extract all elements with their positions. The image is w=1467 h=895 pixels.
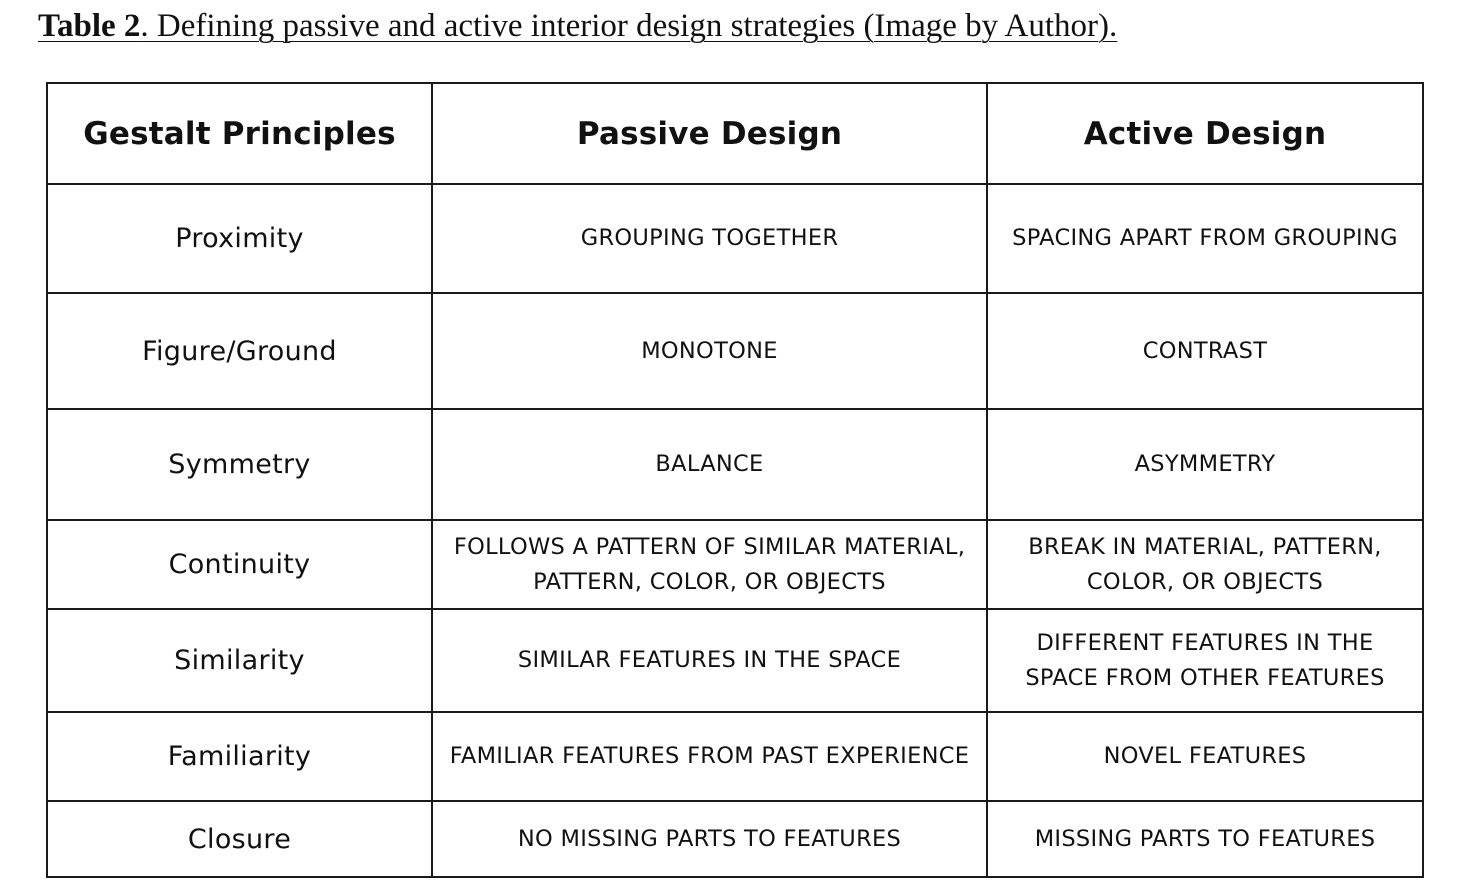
gestalt-design-table — [46, 82, 1424, 878]
principle-cell: Similarity — [47, 609, 432, 712]
passive-design-cell: FAMILIAR FEATURES FROM PAST EXPERIENCE — [432, 712, 987, 801]
active-design-cell: DIFFERENT FEATURES IN THE SPACE FROM OTHER FEATURES — [987, 609, 1423, 712]
table-row — [47, 801, 1423, 877]
active-design-cell: SPACING APART FROM GROUPING — [987, 184, 1423, 293]
table-row — [47, 293, 1423, 409]
table-row — [47, 409, 1423, 520]
principle-cell: Proximity — [47, 184, 432, 293]
table-row — [47, 520, 1423, 609]
table-header-row — [47, 83, 1423, 184]
principle-cell: Continuity — [47, 520, 432, 609]
active-design-cell: ASYMMETRY — [987, 409, 1423, 520]
header-active-design: Active Design — [987, 83, 1423, 184]
principle-cell: Closure — [47, 801, 432, 877]
passive-design-cell: FOLLOWS A PATTERN OF SIMILAR MATERIAL, PATTERN, COLOR, OR OBJECTS — [432, 520, 987, 609]
passive-design-cell: SIMILAR FEATURES IN THE SPACE — [432, 609, 987, 712]
table-row — [47, 712, 1423, 801]
table-row — [47, 184, 1423, 293]
principle-cell: Symmetry — [47, 409, 432, 520]
header-passive-design: Passive Design — [432, 83, 987, 184]
active-design-cell: CONTRAST — [987, 293, 1423, 409]
passive-design-cell: GROUPING TOGETHER — [432, 184, 987, 293]
passive-design-cell: MONOTONE — [432, 293, 987, 409]
table-row — [47, 609, 1423, 712]
active-design-cell: MISSING PARTS TO FEATURES — [987, 801, 1423, 877]
table-caption — [38, 6, 1117, 46]
caption-label: Table 2 — [38, 8, 141, 44]
passive-design-cell: BALANCE — [432, 409, 987, 520]
passive-design-cell: NO MISSING PARTS TO FEATURES — [432, 801, 987, 877]
header-gestalt-principles: Gestalt Principles — [47, 83, 432, 184]
caption-text: . Defining passive and active interior design strategies (Image by Author). — [140, 8, 1118, 44]
principle-cell: Figure/Ground — [47, 293, 432, 409]
active-design-cell: BREAK IN MATERIAL, PATTERN, COLOR, OR OBJECTS — [987, 520, 1423, 609]
principle-cell: Familiarity — [47, 712, 432, 801]
active-design-cell: NOVEL FEATURES — [987, 712, 1423, 801]
